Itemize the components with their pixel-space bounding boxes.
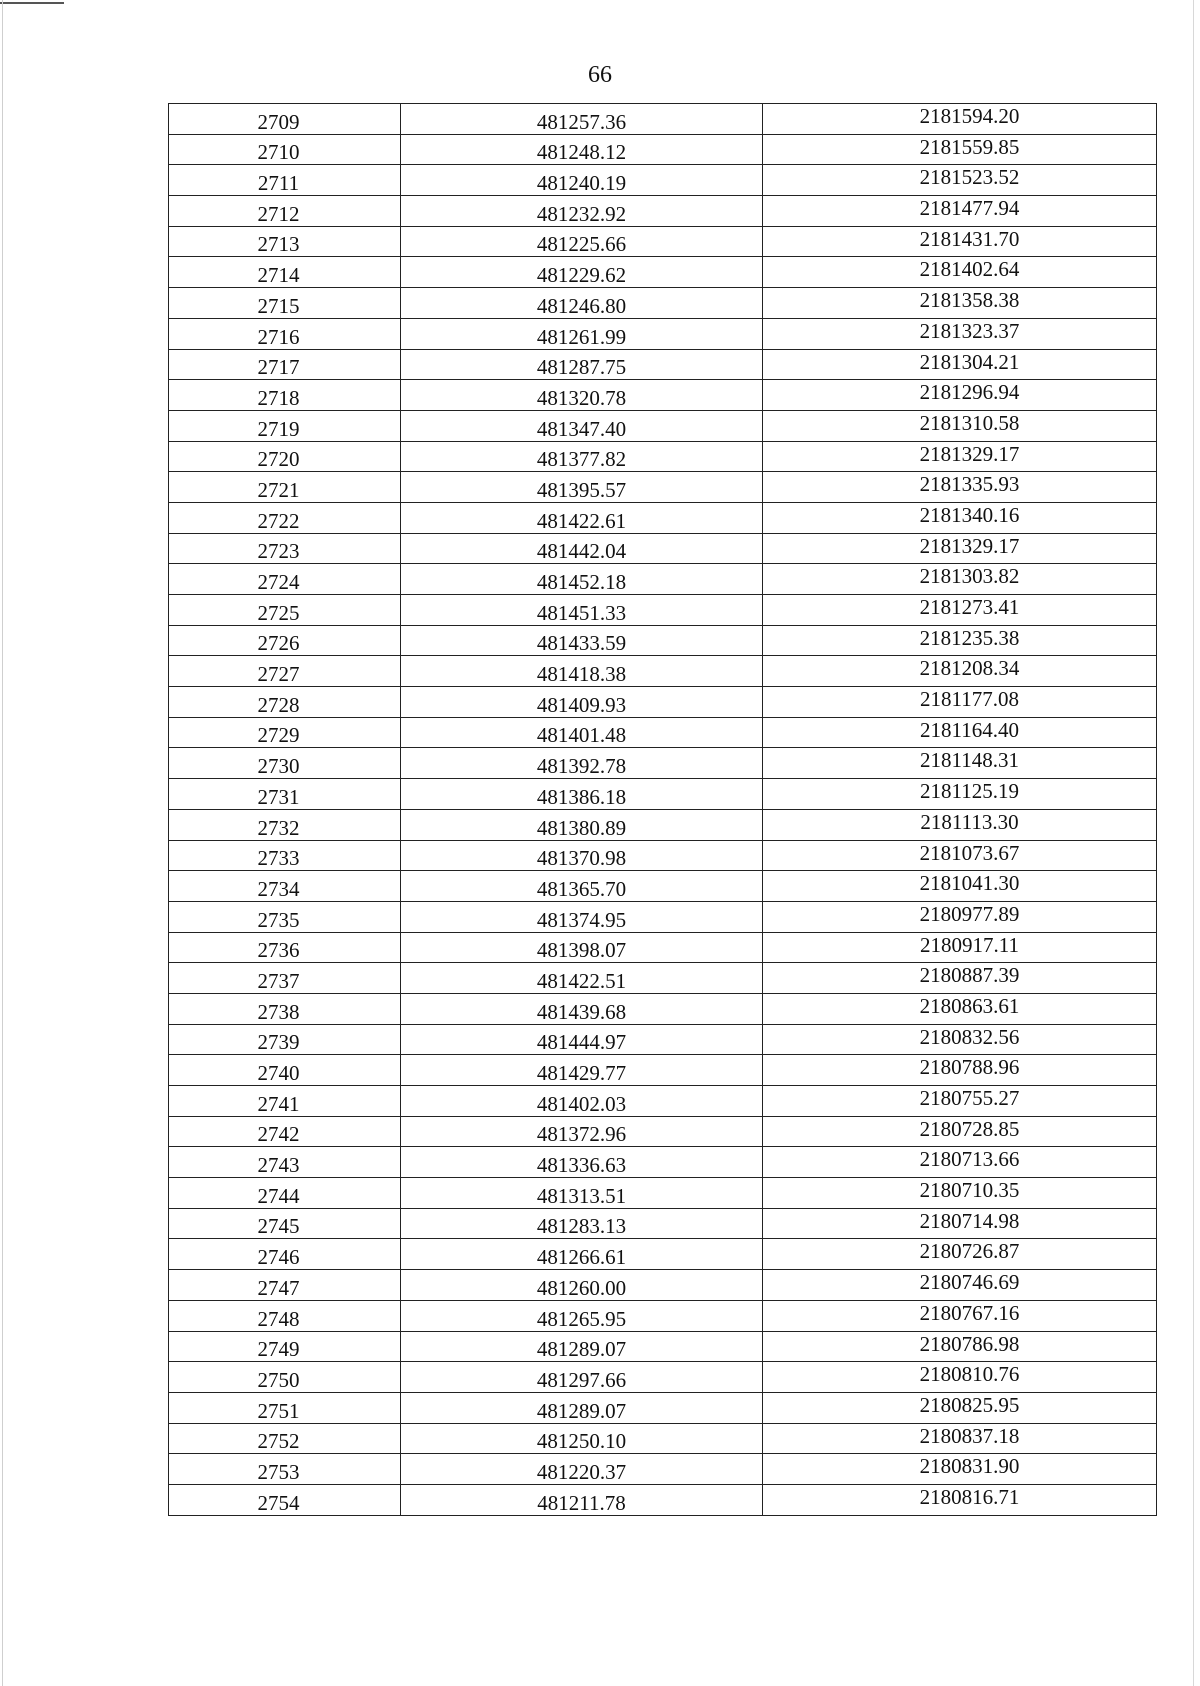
point-id-cell: 2735 <box>169 901 401 932</box>
table-row <box>169 1055 1157 1086</box>
y-coordinate-cell: 2180831.90 <box>763 1454 1157 1485</box>
x-coordinate-cell: 481246.80 <box>401 288 763 319</box>
table-row <box>169 993 1157 1024</box>
y-coordinate-cell: 2180746.69 <box>763 1270 1157 1301</box>
table-row <box>169 1484 1157 1515</box>
point-id-cell: 2733 <box>169 840 401 871</box>
y-coordinate-cell: 2180713.66 <box>763 1147 1157 1178</box>
x-coordinate-cell: 481370.98 <box>401 840 763 871</box>
point-id-cell: 2752 <box>169 1423 401 1454</box>
x-coordinate-cell: 481289.07 <box>401 1331 763 1362</box>
y-coordinate-cell: 2181235.38 <box>763 625 1157 656</box>
x-coordinate-cell: 481287.75 <box>401 349 763 380</box>
y-coordinate-cell: 2180917.11 <box>763 932 1157 963</box>
y-coordinate-cell: 2181594.20 <box>763 104 1157 135</box>
point-id-cell: 2736 <box>169 932 401 963</box>
y-coordinate-cell: 2181164.40 <box>763 717 1157 748</box>
y-coordinate-cell: 2181323.37 <box>763 318 1157 349</box>
table-row <box>169 1362 1157 1393</box>
table-row <box>169 410 1157 441</box>
point-id-cell: 2749 <box>169 1331 401 1362</box>
x-coordinate-cell: 481418.38 <box>401 656 763 687</box>
point-id-cell: 2753 <box>169 1454 401 1485</box>
point-id-cell: 2737 <box>169 963 401 994</box>
x-coordinate-cell: 481225.66 <box>401 226 763 257</box>
y-coordinate-cell: 2181340.16 <box>763 502 1157 533</box>
point-id-cell: 2742 <box>169 1116 401 1147</box>
point-id-cell: 2711 <box>169 165 401 196</box>
x-coordinate-cell: 481380.89 <box>401 809 763 840</box>
x-coordinate-cell: 481313.51 <box>401 1178 763 1209</box>
table-row <box>169 1086 1157 1117</box>
y-coordinate-cell: 2181113.30 <box>763 809 1157 840</box>
y-coordinate-cell: 2180816.71 <box>763 1484 1157 1515</box>
point-id-cell: 2726 <box>169 625 401 656</box>
x-coordinate-cell: 481395.57 <box>401 472 763 503</box>
y-coordinate-cell: 2181329.17 <box>763 533 1157 564</box>
x-coordinate-cell: 481433.59 <box>401 625 763 656</box>
point-id-cell: 2725 <box>169 595 401 626</box>
table-row <box>169 1116 1157 1147</box>
table-row <box>169 748 1157 779</box>
point-id-cell: 2729 <box>169 717 401 748</box>
point-id-cell: 2728 <box>169 687 401 718</box>
y-coordinate-cell: 2180825.95 <box>763 1392 1157 1423</box>
y-coordinate-cell: 2180887.39 <box>763 963 1157 994</box>
x-coordinate-cell: 481297.66 <box>401 1362 763 1393</box>
point-id-cell: 2743 <box>169 1147 401 1178</box>
point-id-cell: 2721 <box>169 472 401 503</box>
point-id-cell: 2746 <box>169 1239 401 1270</box>
point-id-cell: 2731 <box>169 779 401 810</box>
x-coordinate-cell: 481429.77 <box>401 1055 763 1086</box>
coordinates-table-body <box>169 104 1157 1516</box>
point-id-cell: 2740 <box>169 1055 401 1086</box>
y-coordinate-cell: 2181303.82 <box>763 564 1157 595</box>
page-number: 66 <box>588 62 612 88</box>
table-row <box>169 687 1157 718</box>
y-coordinate-cell: 2181310.58 <box>763 410 1157 441</box>
table-row <box>169 901 1157 932</box>
x-coordinate-cell: 481220.37 <box>401 1454 763 1485</box>
y-coordinate-cell: 2180726.87 <box>763 1239 1157 1270</box>
y-coordinate-cell: 2180767.16 <box>763 1300 1157 1331</box>
coordinates-table <box>168 103 1157 1516</box>
x-coordinate-cell: 481439.68 <box>401 993 763 1024</box>
table-row <box>169 564 1157 595</box>
table-row <box>169 226 1157 257</box>
x-coordinate-cell: 481451.33 <box>401 595 763 626</box>
x-coordinate-cell: 481374.95 <box>401 901 763 932</box>
point-id-cell: 2723 <box>169 533 401 564</box>
scan-edge-left <box>2 0 3 1686</box>
table-row <box>169 963 1157 994</box>
y-coordinate-cell: 2180788.96 <box>763 1055 1157 1086</box>
table-row <box>169 441 1157 472</box>
y-coordinate-cell: 2180714.98 <box>763 1208 1157 1239</box>
x-coordinate-cell: 481320.78 <box>401 380 763 411</box>
y-coordinate-cell: 2181148.31 <box>763 748 1157 779</box>
x-coordinate-cell: 481257.36 <box>401 104 763 135</box>
table-row <box>169 196 1157 227</box>
table-row <box>169 625 1157 656</box>
point-id-cell: 2720 <box>169 441 401 472</box>
table-row <box>169 318 1157 349</box>
y-coordinate-cell: 2181073.67 <box>763 840 1157 871</box>
x-coordinate-cell: 481422.51 <box>401 963 763 994</box>
point-id-cell: 2750 <box>169 1362 401 1393</box>
table-row <box>169 779 1157 810</box>
table-row <box>169 1331 1157 1362</box>
scan-edge-right <box>1193 0 1194 1686</box>
point-id-cell: 2732 <box>169 809 401 840</box>
y-coordinate-cell: 2181041.30 <box>763 871 1157 902</box>
table-row <box>169 595 1157 626</box>
table-row <box>169 1178 1157 1209</box>
table-row <box>169 104 1157 135</box>
table-row <box>169 1392 1157 1423</box>
table-row <box>169 165 1157 196</box>
x-coordinate-cell: 481336.63 <box>401 1147 763 1178</box>
y-coordinate-cell: 2180832.56 <box>763 1024 1157 1055</box>
point-id-cell: 2744 <box>169 1178 401 1209</box>
y-coordinate-cell: 2180863.61 <box>763 993 1157 1024</box>
x-coordinate-cell: 481409.93 <box>401 687 763 718</box>
point-id-cell: 2745 <box>169 1208 401 1239</box>
x-coordinate-cell: 481232.92 <box>401 196 763 227</box>
x-coordinate-cell: 481240.19 <box>401 165 763 196</box>
y-coordinate-cell: 2180837.18 <box>763 1423 1157 1454</box>
table-row <box>169 1300 1157 1331</box>
point-id-cell: 2717 <box>169 349 401 380</box>
point-id-cell: 2751 <box>169 1392 401 1423</box>
point-id-cell: 2715 <box>169 288 401 319</box>
point-id-cell: 2724 <box>169 564 401 595</box>
y-coordinate-cell: 2181177.08 <box>763 687 1157 718</box>
y-coordinate-cell: 2181304.21 <box>763 349 1157 380</box>
y-coordinate-cell: 2181296.94 <box>763 380 1157 411</box>
y-coordinate-cell: 2181208.34 <box>763 656 1157 687</box>
x-coordinate-cell: 481372.96 <box>401 1116 763 1147</box>
table-row <box>169 932 1157 963</box>
y-coordinate-cell: 2181559.85 <box>763 134 1157 165</box>
table-row <box>169 840 1157 871</box>
table-row <box>169 472 1157 503</box>
point-id-cell: 2719 <box>169 410 401 441</box>
point-id-cell: 2710 <box>169 134 401 165</box>
table-row <box>169 1024 1157 1055</box>
point-id-cell: 2709 <box>169 104 401 135</box>
point-id-cell: 2747 <box>169 1270 401 1301</box>
x-coordinate-cell: 481229.62 <box>401 257 763 288</box>
x-coordinate-cell: 481265.95 <box>401 1300 763 1331</box>
x-coordinate-cell: 481266.61 <box>401 1239 763 1270</box>
table-row <box>169 717 1157 748</box>
x-coordinate-cell: 481261.99 <box>401 318 763 349</box>
y-coordinate-cell: 2181335.93 <box>763 472 1157 503</box>
point-id-cell: 2734 <box>169 871 401 902</box>
table-row <box>169 809 1157 840</box>
point-id-cell: 2738 <box>169 993 401 1024</box>
table-row <box>169 1423 1157 1454</box>
point-id-cell: 2730 <box>169 748 401 779</box>
table-row <box>169 533 1157 564</box>
point-id-cell: 2739 <box>169 1024 401 1055</box>
point-id-cell: 2718 <box>169 380 401 411</box>
point-id-cell: 2748 <box>169 1300 401 1331</box>
x-coordinate-cell: 481422.61 <box>401 502 763 533</box>
x-coordinate-cell: 481442.04 <box>401 533 763 564</box>
x-coordinate-cell: 481289.07 <box>401 1392 763 1423</box>
y-coordinate-cell: 2181125.19 <box>763 779 1157 810</box>
table-row <box>169 656 1157 687</box>
x-coordinate-cell: 481260.00 <box>401 1270 763 1301</box>
point-id-cell: 2727 <box>169 656 401 687</box>
x-coordinate-cell: 481398.07 <box>401 932 763 963</box>
table-row <box>169 502 1157 533</box>
y-coordinate-cell: 2180786.98 <box>763 1331 1157 1362</box>
table-row <box>169 1454 1157 1485</box>
point-id-cell: 2754 <box>169 1484 401 1515</box>
y-coordinate-cell: 2181477.94 <box>763 196 1157 227</box>
x-coordinate-cell: 481444.97 <box>401 1024 763 1055</box>
scan-corner-mark <box>0 2 64 4</box>
point-id-cell: 2741 <box>169 1086 401 1117</box>
table-row <box>169 871 1157 902</box>
y-coordinate-cell: 2181431.70 <box>763 226 1157 257</box>
table-row <box>169 349 1157 380</box>
x-coordinate-cell: 481283.13 <box>401 1208 763 1239</box>
y-coordinate-cell: 2181523.52 <box>763 165 1157 196</box>
x-coordinate-cell: 481401.48 <box>401 717 763 748</box>
y-coordinate-cell: 2181273.41 <box>763 595 1157 626</box>
x-coordinate-cell: 481392.78 <box>401 748 763 779</box>
point-id-cell: 2714 <box>169 257 401 288</box>
table-row <box>169 134 1157 165</box>
table-row <box>169 1147 1157 1178</box>
y-coordinate-cell: 2181402.64 <box>763 257 1157 288</box>
y-coordinate-cell: 2181358.38 <box>763 288 1157 319</box>
table-row <box>169 257 1157 288</box>
point-id-cell: 2713 <box>169 226 401 257</box>
x-coordinate-cell: 481452.18 <box>401 564 763 595</box>
table-row <box>169 1208 1157 1239</box>
x-coordinate-cell: 481347.40 <box>401 410 763 441</box>
x-coordinate-cell: 481211.78 <box>401 1484 763 1515</box>
y-coordinate-cell: 2181329.17 <box>763 441 1157 472</box>
y-coordinate-cell: 2180728.85 <box>763 1116 1157 1147</box>
point-id-cell: 2716 <box>169 318 401 349</box>
x-coordinate-cell: 481248.12 <box>401 134 763 165</box>
y-coordinate-cell: 2180710.35 <box>763 1178 1157 1209</box>
x-coordinate-cell: 481250.10 <box>401 1423 763 1454</box>
y-coordinate-cell: 2180755.27 <box>763 1086 1157 1117</box>
point-id-cell: 2722 <box>169 502 401 533</box>
x-coordinate-cell: 481377.82 <box>401 441 763 472</box>
y-coordinate-cell: 2180810.76 <box>763 1362 1157 1393</box>
y-coordinate-cell: 2180977.89 <box>763 901 1157 932</box>
x-coordinate-cell: 481402.03 <box>401 1086 763 1117</box>
table-row <box>169 1270 1157 1301</box>
table-row <box>169 1239 1157 1270</box>
table-row <box>169 380 1157 411</box>
point-id-cell: 2712 <box>169 196 401 227</box>
table-row <box>169 288 1157 319</box>
x-coordinate-cell: 481386.18 <box>401 779 763 810</box>
x-coordinate-cell: 481365.70 <box>401 871 763 902</box>
